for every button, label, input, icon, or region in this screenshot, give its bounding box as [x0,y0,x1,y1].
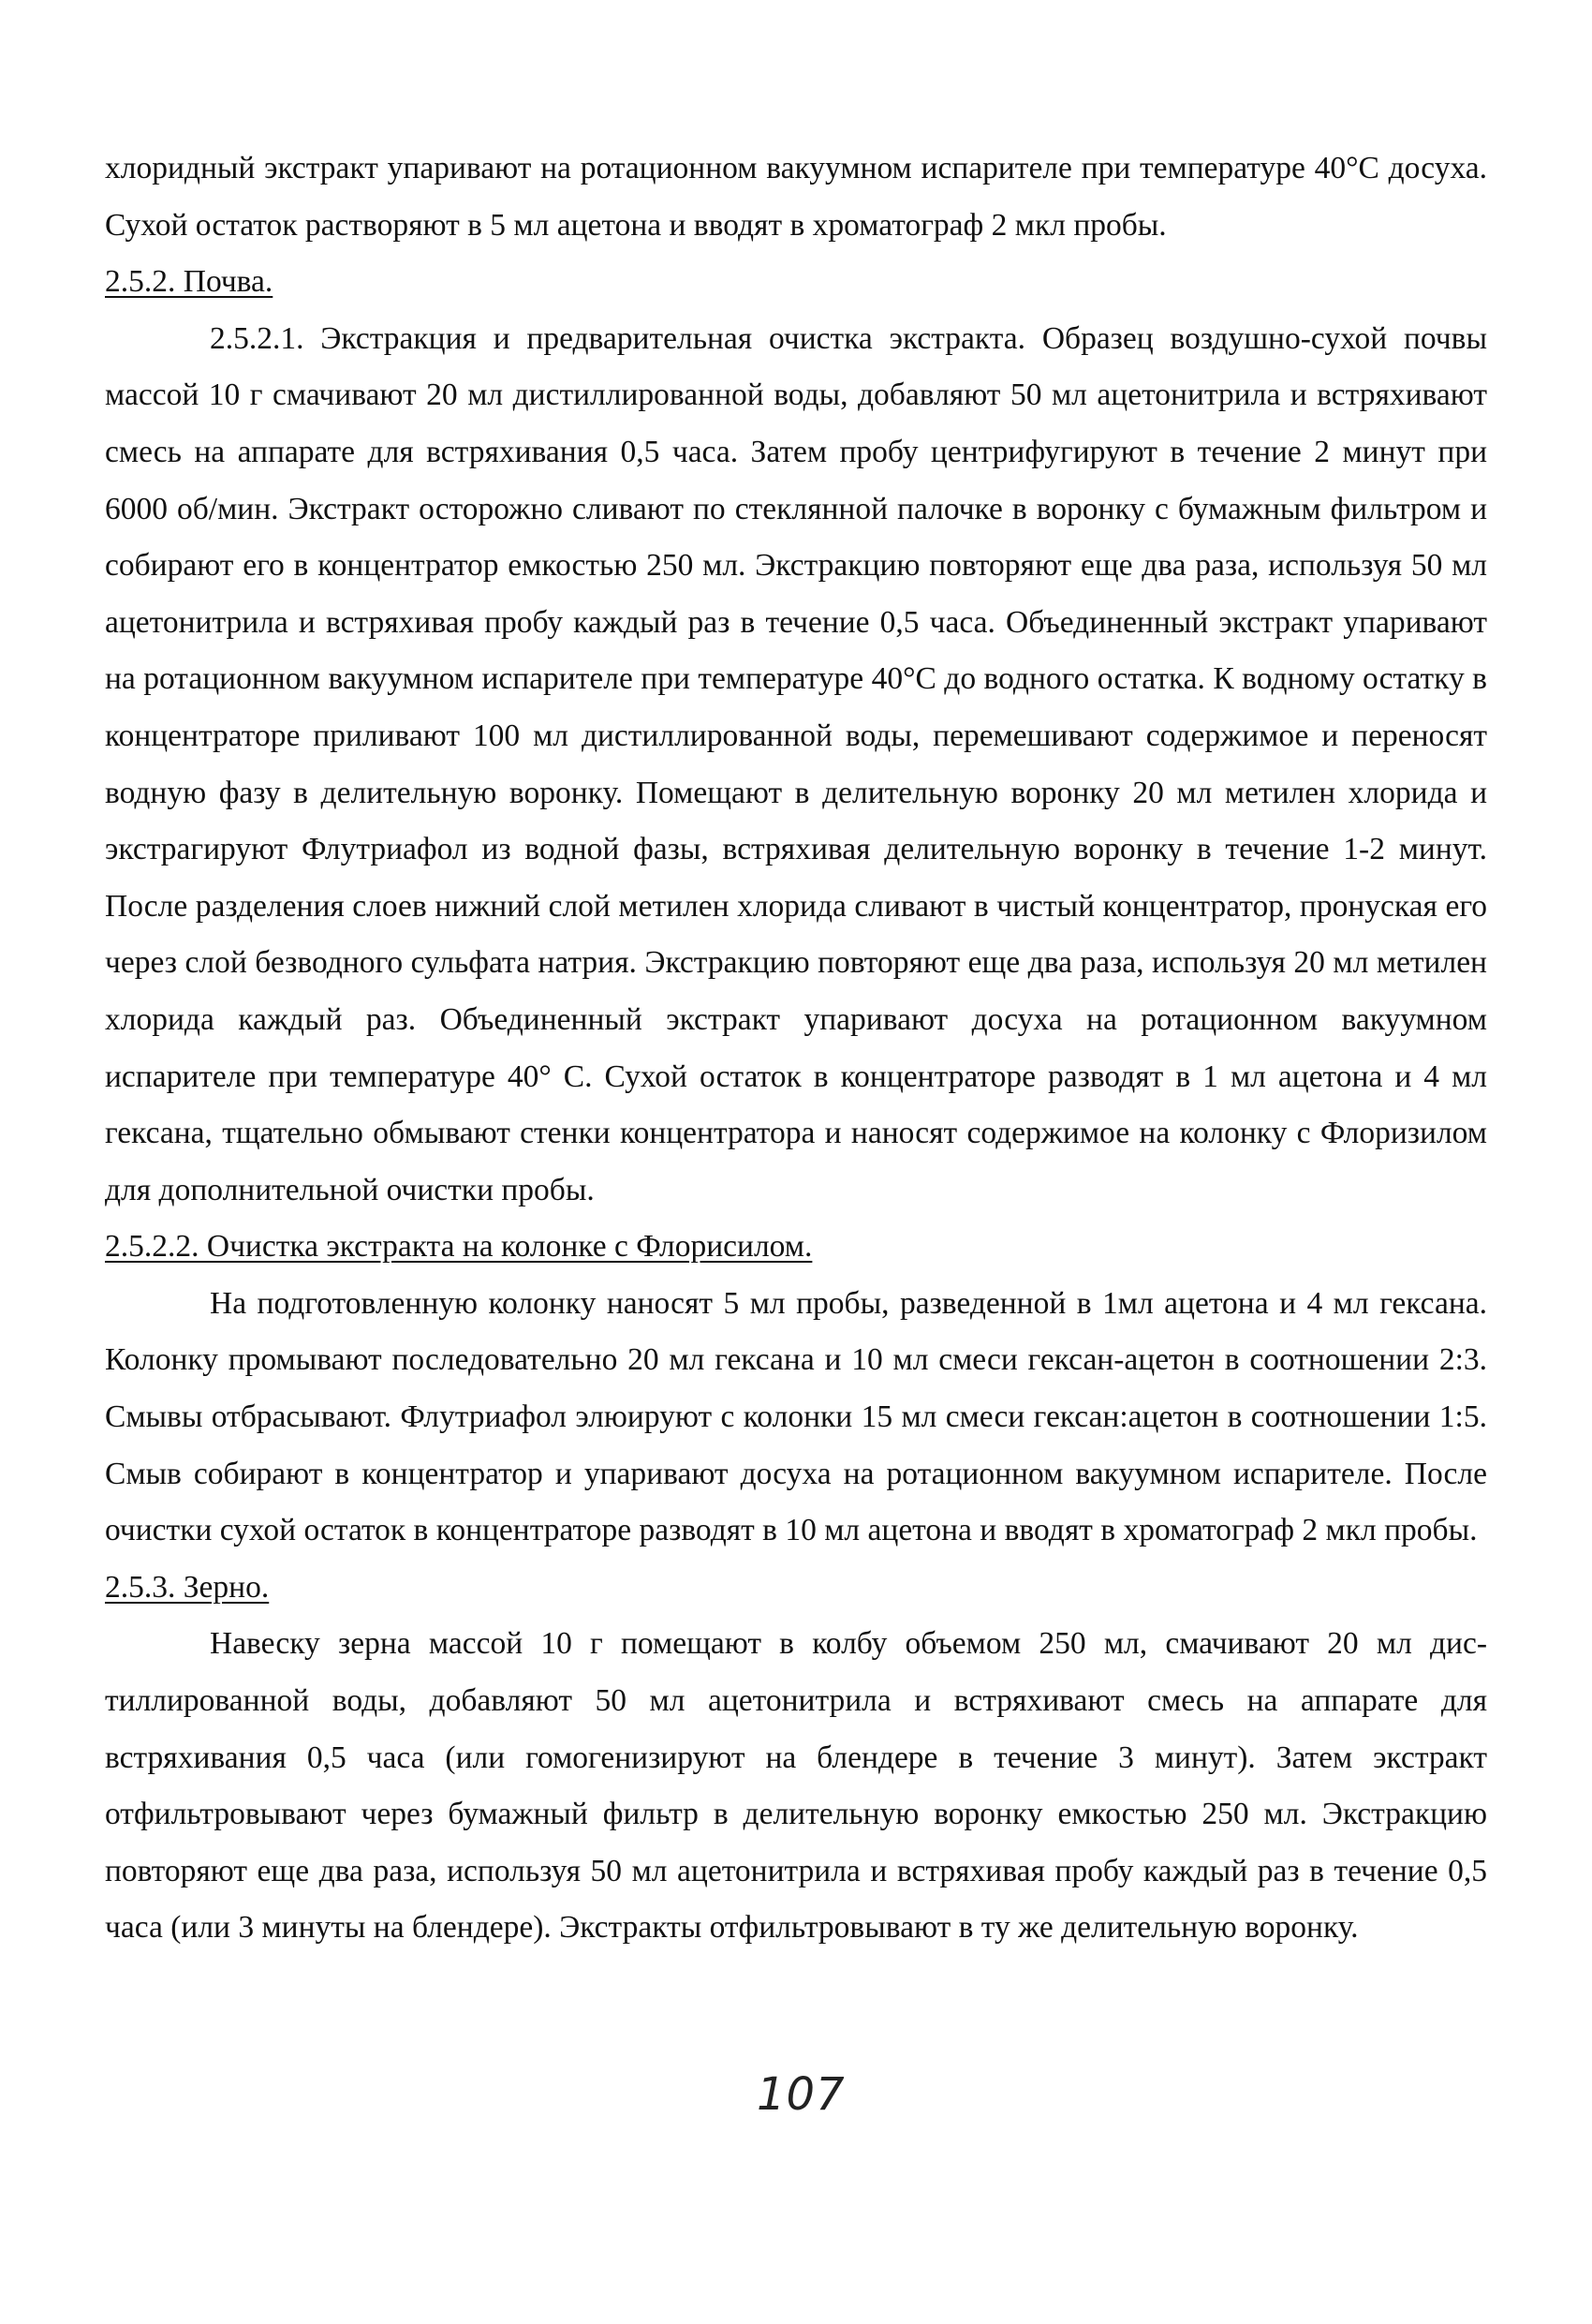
section-heading-grain: 2.5.3. Зерно. [105,1569,270,1605]
document-page [105,141,1487,1957]
paragraph-grain-extraction: Навеску зерна массой 10 г помещают в колбу объемом 250 мл, смачивают 20 мл дистиллированной воды, добавляют 50 мл ацетонитрила и встряхивают смесь на аппарате для встряхивания 0,5 часа (или гомогенизируют на блендере в течение 3 минут). Затем экстракт отфильтровывают через бумажный фильтр в делительную воронку емкостью 250 мл. Экстракцию повторяют еще два раза, используя 50 мл ацетонитрила и встряхивая пробу каждый раз в течение 0,5 часа (или 3 минуты на блендере). Экстракты отфильтровывают в ту же делительную воронку. [105,1626,1487,1946]
paragraph-florisil-cleanup: На подготовленную колонку наносят 5 мл пробы, разведенной в 1мл ацетона и 4 мл гексана. Колонку промывают последовательно 20 мл гексана и 10 мл смеси гексан-ацетон в соотношении 2:3. Смывы отбрасывают. Флутриафол элюируют с колонки 15 мл смеси гексан:ацетон в соотношении 1:5. Смыв собирают в концентратор и упаривают досуха на ротационном вакуумном испарителе. После очистки сухой остаток в концентраторе разводят в 10 мл ацетона и вводят в хроматограф 2 мкл пробы. [105,1285,1487,1548]
section-heading-florisil-cleanup: 2.5.2.2. Очистка экстракта на колонке с Флорисилом. [105,1229,813,1265]
page-number: 107 [757,2068,846,2121]
paragraph-continuation: хлоридный экстракт упаривают на ротационном вакуумном испарителе при температуре 40°С досуха. Сухой остаток растворяют в 5 мл ацетона и вводят в хроматограф 2 мкл пробы. [105,151,1487,243]
section-heading-soil: 2.5.2. Почва. [105,264,273,300]
paragraph-soil-extraction: 2.5.2.1. Экстракция и предварительная очистка экстракта. Образец воздушно-сухой почвы массой 10 г смачивают 20 мл дистиллированной воды, добавляют 50 мл ацетонитрила и встряхивают смесь на аппарате для встряхивания 0,5 часа. Затем пробу центрифугируют в течение 2 минут при 6000 об/мин. Экстракт осторожно сливают по стеклянной палочке в воронку с бумажным фильтром и собирают его в концентратор емкостью 250 мл. Экстракцию повторяют еще два раза, используя 50 мл ацетонитрила и встряхивая пробу каждый раз в течение 0,5 часа. Объединенный экстракт упаривают на ротационном вакуумном испарителе при температуре 40°С до водного остатка. К водному остатку в концентраторе приливают 100 мл дистиллированной воды, перемешивают содержимое и переносят водную фазу в делительную воронку. Помещают в делительную воронку 20 мл метилен хлорида и экстрагируют Флутриафол из водной фазы, встряхивая делительную воронку в течение 1-2 минут. После разделения слоев нижний слой метилен хлорида сливают в чистый концентратор, пронуская его через слой безводного сульфата натрия. Экстракцию повторяют еще два раза, используя 20 мл метилен хлорида каждый раз. Объединенный экстракт упаривают досуха на ротационном вакуумном испарителе при температуре 40° С. Сухой остаток в концентраторе разводят в 1 мл ацетона и 4 мл гексана, тщательно обмывают стенки концентратора и наносят содержимое на колонку с Флоризилом для дополнительной очистки пробы. [105,320,1487,1207]
